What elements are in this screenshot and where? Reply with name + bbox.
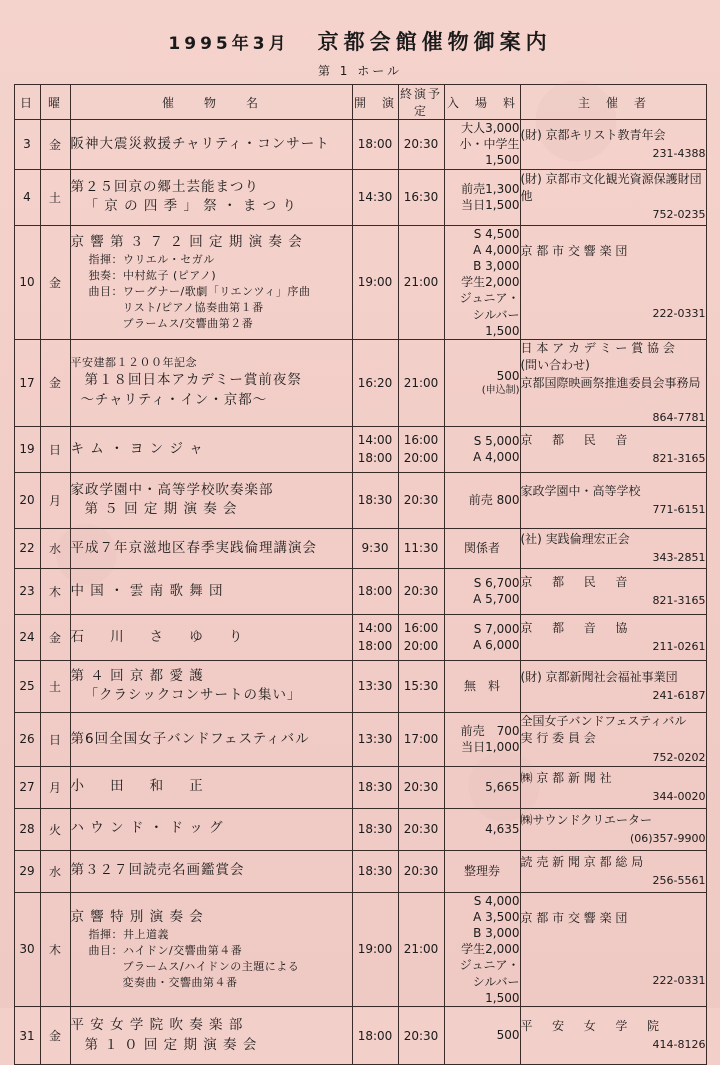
organizer-line: ㈱サウンドクリエーター: [520, 812, 653, 827]
cell-event: [70, 850, 352, 892]
start-time-value: 18:00: [357, 1028, 393, 1043]
event-line: 京 響 第 ３ ７ ２ 回 定 期 演 奏 会: [70, 233, 303, 250]
cell-organizer: [520, 808, 706, 850]
fee-line: A 4,000: [473, 450, 520, 465]
event-line: 曲目：ワーグナー/歌劇「リエンツィ」序曲: [88, 285, 311, 299]
event-line: 第 ４ 回 京 都 愛 護: [70, 667, 204, 684]
table-row: [14, 660, 706, 712]
cell-end-time: [398, 528, 444, 568]
end-time-value: 11:30: [403, 541, 439, 556]
cell-end-time: [398, 225, 444, 339]
cell-weekday: 月: [40, 472, 70, 528]
cell-event: [70, 472, 352, 528]
fee-line: シルバー: [472, 307, 520, 322]
end-time-value: 21:00: [403, 375, 439, 390]
start-time-value: 13:30: [357, 732, 393, 747]
cell-end-time: [398, 472, 444, 528]
cell-end-time: [398, 850, 444, 892]
organizer-phone: (06)357-9900: [629, 831, 706, 845]
organizer-line: 家政学園中・高等学校: [520, 483, 641, 498]
cell-day: 20: [14, 472, 40, 528]
event-line: 小 田 和 正: [70, 778, 204, 795]
cell-day: 31: [14, 1007, 40, 1065]
start-time-value: 9:30: [361, 541, 389, 556]
cell-fee: [444, 120, 520, 170]
end-time-value: 20:00: [403, 451, 439, 466]
cell-event: [70, 225, 352, 339]
fee-line: 5,665: [485, 780, 520, 795]
table-row: [14, 225, 706, 339]
schedule-table: [14, 84, 707, 1065]
cell-event: [70, 766, 352, 808]
cell-start-time: [352, 1007, 398, 1065]
event-line: ブラームス/交響曲第２番: [122, 316, 254, 330]
column-header-start: 開 演: [352, 85, 398, 120]
end-time-value: 20:30: [403, 1028, 439, 1043]
cell-weekday: 土: [40, 169, 70, 225]
cell-organizer: [520, 850, 706, 892]
document-header: [0, 0, 720, 62]
cell-fee: [444, 1007, 520, 1065]
fee-line: A 6,000: [473, 638, 520, 653]
cell-organizer: [520, 120, 706, 170]
fee-line: 学生2,000: [461, 275, 520, 290]
fee-line: 前売1,300: [461, 181, 520, 196]
cell-organizer: [520, 892, 706, 1006]
organizer-line: (問い合わせ): [520, 358, 590, 373]
cell-end-time: [398, 808, 444, 850]
organizer-line: 京 都 市 交 響 楽 団: [520, 910, 628, 925]
cell-fee: [444, 426, 520, 472]
organizer-line: (財) 京都新聞社会福祉事業団: [520, 669, 678, 684]
event-line: 京 響 特 別 演 奏 会: [70, 908, 204, 925]
cell-end-time: [398, 712, 444, 766]
cell-event: [70, 892, 352, 1006]
cell-organizer: [520, 712, 706, 766]
table-row: [14, 614, 706, 660]
organizer-line: 京 都 民 音: [520, 574, 628, 589]
event-line: 「クラシックコンサートの集い」: [84, 687, 302, 704]
fee-line: 1,500: [485, 323, 520, 338]
cell-weekday: 日: [40, 426, 70, 472]
cell-start-time: [352, 339, 398, 426]
cell-fee: [444, 568, 520, 614]
table-row: [14, 568, 706, 614]
organizer-phone: 821-3165: [652, 452, 706, 466]
cell-day: 22: [14, 528, 40, 568]
cell-weekday: 金: [40, 339, 70, 426]
cell-fee: [444, 528, 520, 568]
cell-event: [70, 660, 352, 712]
fee-line: 4,635: [485, 822, 520, 837]
end-time-value: 20:30: [403, 780, 439, 795]
cell-weekday: 水: [40, 850, 70, 892]
cell-fee: [444, 808, 520, 850]
cell-day: 23: [14, 568, 40, 614]
fee-line: ジュニア・: [459, 291, 520, 306]
header-date: 1995年3月: [168, 34, 290, 54]
cell-organizer: [520, 614, 706, 660]
event-line: 第 ５ 回 定 期 演 奏 会: [84, 501, 238, 518]
end-time-value: 20:30: [403, 822, 439, 837]
cell-fee: [444, 660, 520, 712]
start-time-value: 18:00: [357, 639, 393, 654]
end-time-value: 16:30: [403, 190, 439, 205]
cell-fee: [444, 339, 520, 426]
cell-start-time: [352, 660, 398, 712]
column-header-end: 終演予定: [398, 85, 444, 120]
cell-start-time: [352, 712, 398, 766]
cell-fee: [444, 614, 520, 660]
cell-event: [70, 169, 352, 225]
organizer-line: 読 売 新 聞 京 都 総 局: [520, 854, 644, 869]
start-time-value: 18:00: [357, 584, 393, 599]
fee-line: S 4,500: [473, 226, 520, 241]
start-time-value: 19:00: [357, 942, 393, 957]
cell-organizer: [520, 472, 706, 528]
event-line: ～チャリティ・イン・京都～: [80, 391, 268, 408]
event-line: ブラームス/ハイドンの主題による: [122, 960, 300, 974]
fee-line: シルバー: [472, 974, 520, 989]
cell-event: [70, 1007, 352, 1065]
start-time-value: 18:30: [357, 493, 393, 508]
end-time-value: 17:00: [403, 732, 439, 747]
event-line: 阪神大震災救援チャリティ・コンサート: [70, 135, 330, 152]
fee-line: B 3,000: [473, 258, 520, 273]
start-time-value: 14:00: [357, 433, 393, 448]
fee-line: A 5,700: [473, 592, 520, 607]
fee-line: 関係者: [463, 541, 500, 556]
event-line: 指揮：井上道義: [88, 928, 169, 942]
table-row: [14, 808, 706, 850]
cell-fee: [444, 766, 520, 808]
start-time-value: 18:30: [357, 780, 393, 795]
end-time-value: 20:30: [403, 864, 439, 879]
cell-event: [70, 808, 352, 850]
cell-day: 4: [14, 169, 40, 225]
event-line: 第２５回京の郷土芸能まつり: [70, 178, 259, 195]
table-row: [14, 850, 706, 892]
event-line: 第３２７回読売名画鑑賞会: [70, 862, 245, 879]
event-line: 指揮：ウリエル・セガル: [88, 253, 215, 267]
fee-line: 大人3,000: [461, 121, 520, 135]
organizer-line: 京 都 市 交 響 楽 団: [520, 243, 628, 258]
end-time-value: 16:00: [403, 621, 439, 636]
cell-end-time: [398, 660, 444, 712]
event-line: ハ ウ ン ド ・ ド ッ グ: [70, 820, 224, 837]
cell-organizer: [520, 339, 706, 426]
fee-line: ジュニア・: [459, 958, 520, 973]
start-time-value: 16:20: [357, 375, 393, 390]
cell-day: 10: [14, 225, 40, 339]
event-line: 平成７年京滋地区春季実践倫理講演会: [70, 539, 317, 556]
cell-weekday: 土: [40, 660, 70, 712]
cell-end-time: [398, 568, 444, 614]
start-time-value: 19:00: [357, 275, 393, 290]
fee-line: 当日1,000: [461, 740, 520, 755]
fee-line: 無 料: [463, 679, 500, 694]
cell-start-time: [352, 120, 398, 170]
cell-fee: [444, 850, 520, 892]
table-row: [14, 120, 706, 170]
cell-end-time: [398, 1007, 444, 1065]
organizer-phone: 414-8126: [652, 1038, 706, 1052]
cell-day: 28: [14, 808, 40, 850]
cell-organizer: [520, 225, 706, 339]
cell-weekday: 木: [40, 568, 70, 614]
start-time-value: 18:00: [357, 137, 393, 152]
organizer-line: 日 本 ア カ デ ミ ー 賞 協 会: [520, 340, 675, 355]
table-row: [14, 766, 706, 808]
cell-end-time: [398, 766, 444, 808]
cell-organizer: [520, 660, 706, 712]
cell-day: 29: [14, 850, 40, 892]
cell-start-time: [352, 808, 398, 850]
event-line: 中 国 ・ 雲 南 歌 舞 団: [70, 582, 224, 599]
fee-line: 小・中学生: [459, 137, 520, 152]
event-line: 第 １ ０ 回 定 期 演 奏 会: [84, 1036, 258, 1053]
cell-start-time: [352, 850, 398, 892]
cell-fee: [444, 225, 520, 339]
fee-line: 500: [496, 369, 520, 384]
cell-end-time: [398, 426, 444, 472]
cell-organizer: [520, 169, 706, 225]
cell-start-time: [352, 426, 398, 472]
cell-day: 24: [14, 614, 40, 660]
cell-day: 30: [14, 892, 40, 1006]
organizer-phone: 222-0331: [652, 974, 706, 988]
cell-start-time: [352, 568, 398, 614]
fee-line: S 4,000: [473, 893, 520, 908]
organizer-phone: 752-0202: [652, 750, 706, 764]
table-row: [14, 892, 706, 1006]
fee-line: (申込制): [481, 385, 520, 397]
cell-weekday: 金: [40, 120, 70, 170]
fee-line: B 3,000: [473, 926, 520, 941]
cell-event: [70, 528, 352, 568]
cell-day: 26: [14, 712, 40, 766]
cell-end-time: [398, 120, 444, 170]
organizer-phone: 231-4388: [652, 147, 706, 160]
start-time-value: 18:00: [357, 451, 393, 466]
cell-day: 25: [14, 660, 40, 712]
cell-start-time: [352, 472, 398, 528]
event-line: 第１８回日本アカデミー賞前夜祭: [84, 372, 302, 389]
cell-organizer: [520, 1007, 706, 1065]
cell-end-time: [398, 614, 444, 660]
end-time-value: 21:00: [403, 275, 439, 290]
organizer-line: 京都国際映画祭推進委員会事務局: [520, 375, 701, 390]
event-line: キ ム ・ ヨ ン ジ ャ: [70, 440, 204, 457]
end-time-value: 15:30: [403, 679, 439, 694]
event-line: 曲目：ハイドン/交響曲第４番: [88, 944, 243, 958]
fee-line: 当日1,500: [461, 198, 520, 213]
fee-line: 500: [496, 1028, 520, 1043]
event-line: 独奏：中村紘子 (ピアノ): [88, 269, 217, 283]
start-time-value: 14:00: [357, 621, 393, 636]
event-line: 家政学園中・高等学校吹奏楽部: [70, 481, 274, 498]
cell-start-time: [352, 225, 398, 339]
cell-end-time: [398, 339, 444, 426]
organizer-line: (財) 京都市文化観光資源保護財団他: [520, 171, 702, 204]
table-row: [14, 169, 706, 225]
fee-line: 前売 800: [468, 493, 520, 508]
organizer-line: 京 都 音 協: [520, 620, 628, 635]
cell-weekday: 金: [40, 614, 70, 660]
organizer-phone: 343-2851: [652, 551, 706, 565]
start-time-value: 18:30: [357, 822, 393, 837]
organizer-phone: 256-5561: [652, 873, 706, 887]
table-row: [14, 426, 706, 472]
event-line: 「 京 の 四 季 」 祭 ・ ま つ り: [84, 198, 297, 215]
start-time-value: 14:30: [357, 190, 393, 205]
cell-fee: [444, 712, 520, 766]
cell-organizer: [520, 528, 706, 568]
organizer-line: 実 行 委 員 会: [520, 731, 596, 746]
cell-weekday: 金: [40, 1007, 70, 1065]
hall-label: 第 1 ホール: [317, 64, 403, 78]
end-time-value: 20:30: [403, 493, 439, 508]
cell-event: [70, 339, 352, 426]
column-header-organizer: 主 催 者: [520, 85, 706, 120]
cell-organizer: [520, 426, 706, 472]
start-time-value: 13:30: [357, 679, 393, 694]
end-time-value: 20:30: [403, 584, 439, 599]
cell-weekday: 火: [40, 808, 70, 850]
column-header-weekday: 曜: [40, 85, 70, 120]
event-line: 第6回全国女子バンドフェスティバル: [70, 730, 310, 747]
organizer-line: 平 安 女 学 院: [520, 1018, 660, 1033]
cell-end-time: [398, 169, 444, 225]
fee-line: A 3,500: [473, 909, 520, 924]
cell-organizer: [520, 568, 706, 614]
column-header-day: 日: [14, 85, 40, 120]
fee-line: S 7,000: [473, 622, 520, 637]
cell-event: [70, 568, 352, 614]
start-time-value: 18:30: [357, 864, 393, 879]
organizer-phone: 864-7781: [652, 411, 706, 425]
cell-event: [70, 712, 352, 766]
fee-line: A 4,000: [473, 242, 520, 257]
organizer-line: 全国女子バンドフェスティバル: [520, 713, 687, 728]
end-time-value: 16:00: [403, 433, 439, 448]
event-line: 平安建都１２００年記念: [70, 356, 197, 370]
table-header-row: [14, 85, 706, 120]
table-row: [14, 472, 706, 528]
cell-event: [70, 426, 352, 472]
event-line: 石 川 さ ゆ り: [70, 628, 244, 645]
cell-weekday: 金: [40, 225, 70, 339]
cell-day: 19: [14, 426, 40, 472]
cell-organizer: [520, 766, 706, 808]
organizer-line: (財) 京都キリスト教青年会: [520, 127, 666, 142]
header-title: 京都会館催物御案内: [317, 30, 552, 54]
cell-start-time: [352, 614, 398, 660]
event-line: 変奏曲・交響曲第４番: [122, 976, 238, 990]
fee-line: S 6,700: [473, 576, 520, 591]
cell-start-time: [352, 169, 398, 225]
cell-fee: [444, 892, 520, 1006]
organizer-phone: 241-6187: [652, 689, 706, 703]
organizer-phone: 211-0261: [652, 640, 706, 654]
column-header-event: 催 物 名: [70, 85, 352, 120]
cell-start-time: [352, 892, 398, 1006]
fee-line: 前売 700: [460, 724, 520, 739]
end-time-value: 20:30: [403, 137, 439, 152]
cell-start-time: [352, 528, 398, 568]
cell-weekday: 水: [40, 528, 70, 568]
table-row: [14, 712, 706, 766]
cell-day: 27: [14, 766, 40, 808]
cell-fee: [444, 472, 520, 528]
cell-weekday: 木: [40, 892, 70, 1006]
cell-end-time: [398, 892, 444, 1006]
cell-day: 3: [14, 120, 40, 170]
table-row: [14, 1007, 706, 1065]
cell-fee: [444, 169, 520, 225]
end-time-value: 20:00: [403, 639, 439, 654]
table-row: [14, 339, 706, 426]
organizer-line: (社) 実践倫理宏正会: [520, 531, 630, 546]
end-time-value: 21:00: [403, 942, 439, 957]
cell-event: [70, 614, 352, 660]
organizer-phone: 752-0235: [652, 208, 706, 222]
organizer-line: 京 都 民 音: [520, 432, 628, 447]
fee-line: 学生2,000: [461, 942, 520, 957]
table-row: [14, 528, 706, 568]
fee-line: 1,500: [485, 990, 520, 1005]
event-line: リスト/ピアノ協奏曲第１番: [122, 300, 264, 314]
cell-day: 17: [14, 339, 40, 426]
column-header-fee: 入 場 料: [444, 85, 520, 120]
cell-event: [70, 120, 352, 170]
organizer-phone: 821-3165: [652, 594, 706, 608]
cell-weekday: 日: [40, 712, 70, 766]
organizer-phone: 222-0331: [652, 306, 706, 320]
fee-line: 1,500: [485, 153, 520, 168]
cell-weekday: 月: [40, 766, 70, 808]
organizer-phone: 344-0020: [652, 789, 706, 803]
organizer-phone: 771-6151: [652, 503, 706, 517]
fee-line: 整理券: [463, 864, 500, 879]
organizer-line: ㈱ 京 都 新 聞 社: [520, 770, 612, 785]
fee-line: S 5,000: [473, 434, 520, 449]
cell-start-time: [352, 766, 398, 808]
event-line: 平 安 女 学 院 吹 奏 楽 部: [70, 1016, 244, 1033]
